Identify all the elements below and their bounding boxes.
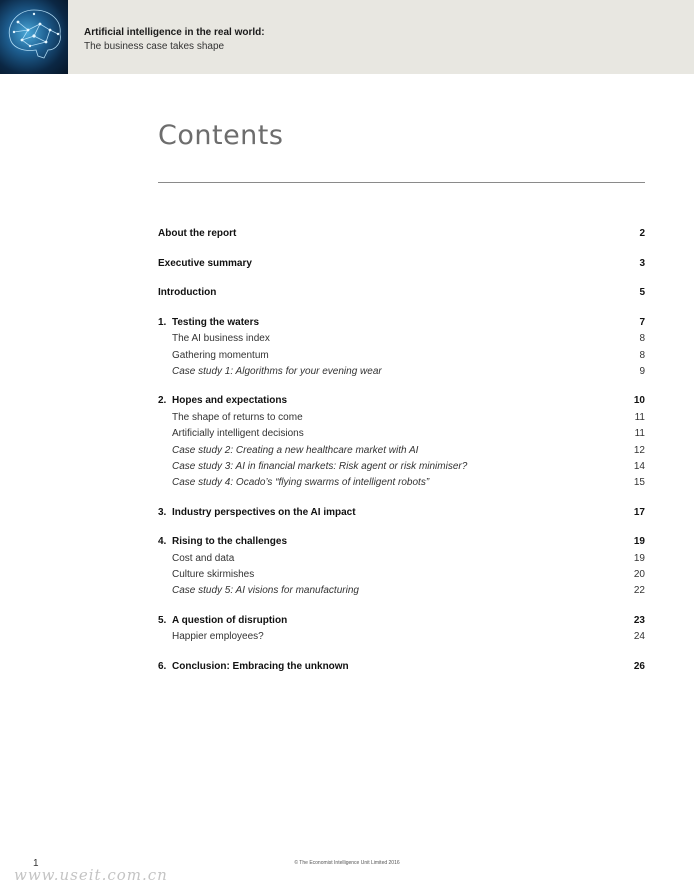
toc-number: 1. [158,317,167,328]
toc-subitem[interactable] [158,428,645,442]
toc-label: The AI business index [172,333,270,344]
toc-label: Artificially intelligent decisions [172,428,304,439]
toc-label: Cost and data [172,553,235,564]
toc-page: 5 [639,287,645,298]
toc-item-about-the-report[interactable] [158,228,645,242]
toc-subitem[interactable] [158,569,645,583]
report-title: Artificial intelligence in the real world: [84,27,265,38]
toc-label: Case study 1: Algorithms for your evening wear [172,366,382,377]
toc-page: 11 [634,412,645,423]
toc-number: 6. [158,661,167,672]
page-number: 1 [33,858,39,869]
toc-item-executive-summary[interactable] [158,258,645,272]
toc-number: 3. [158,507,167,518]
toc-label: Introduction [158,287,217,298]
contents-heading: Contents [158,120,284,151]
toc-page: 8 [639,350,645,361]
toc-item-chapter-1[interactable] [158,317,645,331]
toc-label: Hopes and expectations [172,395,288,406]
toc-case-study[interactable] [158,445,645,459]
toc-page: 23 [633,615,645,626]
toc-page: 11 [634,428,645,439]
toc-subitem[interactable] [158,333,645,347]
toc-label: Case study 4: Ocado’s “flying swarms of intelligent robots” [172,477,430,488]
toc-case-study[interactable] [158,366,645,380]
toc-item-chapter-5[interactable] [158,615,645,629]
toc-case-study[interactable] [158,461,645,475]
toc-item-chapter-4[interactable] [158,536,645,550]
toc-page: 17 [633,507,645,518]
toc-label: Testing the waters [172,317,260,328]
toc-page: 2 [639,228,645,239]
toc-page: 22 [633,585,645,596]
toc-label: Case study 3: AI in financial markets: Risk agent or risk minimiser? [172,461,468,472]
toc-label: Conclusion: Embracing the unknown [172,661,349,672]
toc-case-study[interactable] [158,585,645,599]
toc-page: 19 [633,553,645,564]
toc-page: 8 [639,333,645,344]
toc-item-chapter-3[interactable] [158,507,645,521]
toc-subitem[interactable] [158,412,645,426]
page-header [0,0,694,74]
toc-label: Happier employees? [172,631,264,642]
toc-page: 10 [633,395,645,406]
toc-item-chapter-6[interactable] [158,661,645,675]
divider [158,182,645,183]
toc-page: 19 [633,536,645,547]
toc-number: 5. [158,615,167,626]
toc-page: 14 [633,461,645,472]
toc-label: The shape of returns to come [172,412,303,423]
toc-number: 4. [158,536,167,547]
report-subtitle: The business case takes shape [84,41,225,52]
toc-page: 20 [633,569,645,580]
toc-page: 26 [633,661,645,672]
toc-page: 15 [633,477,645,488]
toc-page: 12 [633,445,645,456]
toc-label: Case study 5: AI visions for manufacturing [172,585,359,596]
toc-item-introduction[interactable] [158,287,645,301]
toc-subitem[interactable] [158,553,645,567]
toc-subitem[interactable] [158,631,645,645]
toc-case-study[interactable] [158,477,645,491]
brain-illustration-icon [0,0,68,74]
toc-label: Rising to the challenges [172,536,288,547]
toc-label: Executive summary [158,258,252,269]
toc-label: Gathering momentum [172,350,269,361]
toc-page: 9 [639,366,645,377]
toc-page: 7 [639,317,645,328]
toc-label: A question of disruption [172,615,288,626]
toc-number: 2. [158,395,167,406]
toc-label: Culture skirmishes [172,569,255,580]
toc-label: About the report [158,228,237,239]
watermark: www.useit.com.cn [14,866,168,884]
copyright-notice: © The Economist Intelligence Unit Limited 2016 [294,860,400,866]
toc-item-chapter-2[interactable] [158,395,645,409]
toc-page: 24 [633,631,645,642]
toc-label: Industry perspectives on the AI impact [172,507,356,518]
toc-label: Case study 2: Creating a new healthcare market with AI [172,445,419,456]
toc-subitem[interactable] [158,350,645,364]
toc-page: 3 [639,258,645,269]
